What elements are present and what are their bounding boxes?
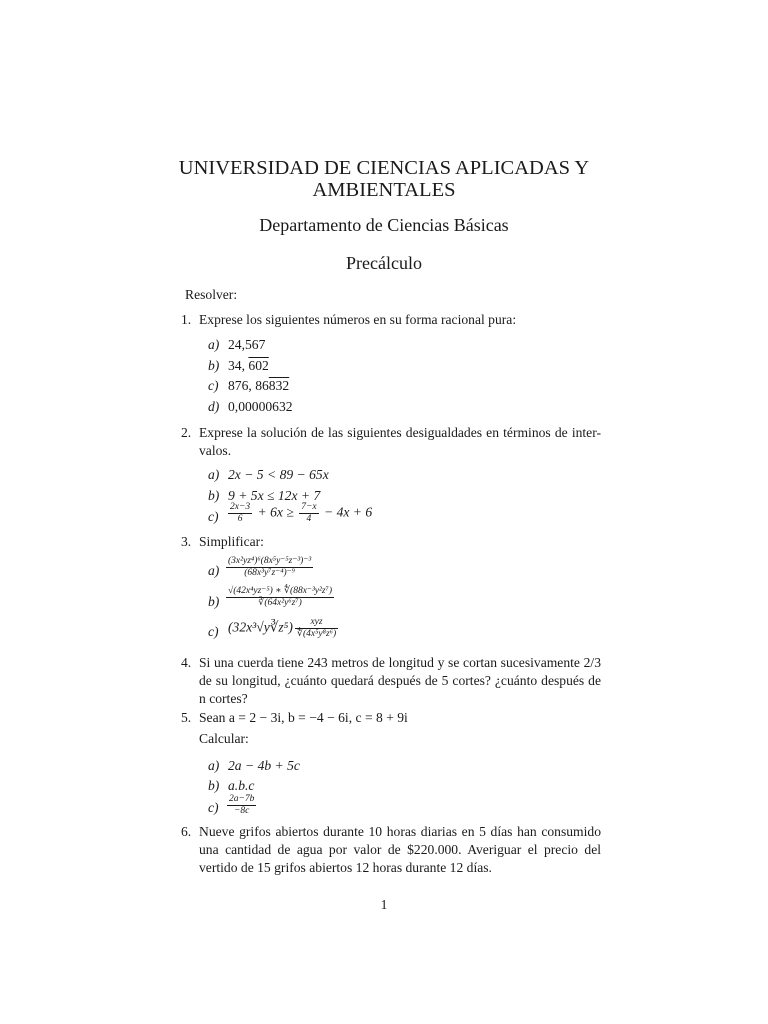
problem-2-number: 2. (181, 425, 192, 440)
problem-3-number: 3. (181, 534, 192, 549)
problem-2a-value: 2x − 5 < 89 − 65x (228, 467, 329, 482)
course-name: Precálculo (346, 253, 422, 273)
problem-1c-label: c) (208, 378, 219, 393)
problem-1a-value: 24,567 (228, 337, 266, 352)
problem-5-statement: Sean a = 2 − 3i, b = −4 − 6i, c = 8 + 9i (199, 710, 408, 725)
problem-5a-label: a) (208, 758, 220, 773)
problem-1d-value: 0,00000632 (228, 399, 293, 414)
problem-1a-label: a) (208, 337, 220, 352)
problem-6-number: 6. (181, 824, 192, 839)
problem-5c-value: $\frac{2a-7b}{-8c}$ (229, 794, 255, 816)
problem-5b-value: a.b.c (228, 778, 255, 793)
problem-2c-value: $\frac{2x-3}{6}$ + 6x ≥ $\frac{7-x}{4}$ − 4x + 6 (230, 502, 373, 524)
problem-2b-value: 9 + 5x ≤ 12x + 7 (228, 488, 321, 503)
problem-2-statement: Exprese la solución de las siguientes desigualdades en términos de inter- valos. (199, 425, 601, 458)
problem-5-number: 5. (181, 710, 192, 725)
problem-2b-label: b) (208, 488, 220, 503)
problem-3b-label: b) (208, 594, 220, 609)
university-title-line2: AMBIENTALES (312, 179, 456, 201)
problem-6-statement: Nueve grifos abiertos durante 10 horas diarias en 5 días han consumido una cantidad de agua por valor de $220.000. Averiguar el precio del vertido de 15 grifos abiertos 12 horas durante 12 días. (199, 824, 601, 875)
problem-4-number: 4. (181, 655, 192, 670)
problem-1b-label: b) (208, 358, 220, 373)
problem-3a-value: $\frac{\text{(3x²yz⁴)⁶(8x⁵y⁻⁵z⁻³)⁻³}}{\text{(68x³y⁷z⁻⁴)⁻⁹}}$ (228, 556, 312, 578)
problem-3-statement: Simplificar: (199, 534, 264, 549)
problem-3c-label: c) (208, 624, 219, 639)
problem-2a-label: a) (208, 467, 220, 482)
problem-5b-label: b) (208, 778, 220, 793)
problem-4-statement: Si una cuerda tiene 243 metros de longitud y se cortan sucesivamente 2/3 de su longitud, ¿cuánto quedará después de 5 cortes? ¿cuánto después de n cortes? (199, 655, 601, 706)
problem-3b-value: $\frac{\text{√(42x⁴yz⁻⁵) ∗ ∜(88x⁻³y²z⁷)}}{\text{∛(64x²y⁶z⁷)}}$ (228, 586, 333, 608)
problem-1-statement: Exprese los siguientes números en su forma racional pura: (199, 312, 517, 327)
problem-3c-value: (32x³√y∛z⁵) $\frac{\text{xyz}}{\text{∜(4x⁵y⁸z⁶)}}$ (228, 617, 337, 639)
problem-5a-value: 2a − 4b + 5c (228, 758, 300, 773)
problem-5c-label: c) (208, 800, 219, 815)
intro-text: Resolver: (185, 287, 238, 302)
problem-1c-value: 876, 86832 (228, 378, 290, 393)
problem-2c-label: c) (208, 509, 219, 524)
problem-1b-value: 34, 602 (228, 358, 269, 373)
problem-5-subheading: Calcular: (199, 731, 249, 746)
problem-3a-label: a) (208, 563, 220, 578)
problem-1d-label: d) (208, 399, 220, 414)
department-name: Departamento de Ciencias Básicas (259, 215, 509, 235)
page-number: 1 (380, 897, 388, 912)
university-title-line1: UNIVERSIDAD DE CIENCIAS APLICADAS Y (178, 157, 590, 179)
problem-1-number: 1. (181, 312, 192, 327)
